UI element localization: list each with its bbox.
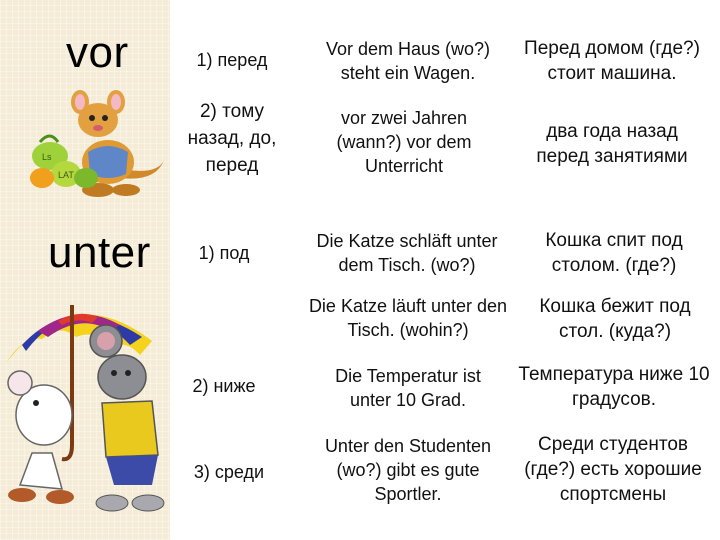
- vegetable-label-ls: Ls: [42, 152, 52, 162]
- example-vor-2-de: vor zwei Jahren (wann?) vor dem Unterricht: [336, 108, 472, 176]
- example-unter-1-de: Die Katze schläft unter dem Tisch. (wo?): [316, 231, 498, 275]
- example-unter-3-ru: Температура ниже 10 градусов.: [518, 364, 710, 410]
- meaning-vor-2: 2) тому назад, до, перед: [187, 101, 277, 176]
- example-vor-1-ru: Перед домом (где?) стоит машина.: [524, 38, 700, 84]
- example-unter-3-de: Die Temperatur ist unter 10 Grad.: [335, 366, 481, 410]
- example-unter-4-ru: Среди студентов (где?) есть хорошие спортсмены: [524, 434, 702, 505]
- preposition-vor: vor: [66, 28, 129, 77]
- meaning-unter-1: 1) под: [198, 243, 250, 263]
- meaning-unter-2: 2) ниже: [192, 376, 256, 396]
- meaning-vor-1: 1) перед: [196, 50, 268, 70]
- example-unter-2-de: Die Katze läuft unter den Tisch. (wohin?): [308, 296, 508, 340]
- roo-with-vegetables-illustration: [28, 90, 168, 202]
- example-unter-4-de: Unter den Studenten (wo?) gibt es gute Sportler.: [324, 436, 492, 504]
- preposition-unter: unter: [48, 228, 151, 277]
- example-unter-2-ru: Кошка бежит под стол. (куда?): [539, 296, 691, 342]
- mice-under-umbrella-illustration: [2, 285, 170, 535]
- vegetable-label-lat: LAT: [58, 170, 74, 180]
- example-vor-1-de: Vor dem Haus (wo?) steht ein Wagen.: [325, 39, 491, 83]
- example-unter-1-ru: Кошка спит под столом. (где?): [545, 230, 683, 276]
- example-vor-2-ru: два года назад перед занятиями: [536, 121, 688, 167]
- meaning-unter-3: 3) среди: [193, 462, 265, 482]
